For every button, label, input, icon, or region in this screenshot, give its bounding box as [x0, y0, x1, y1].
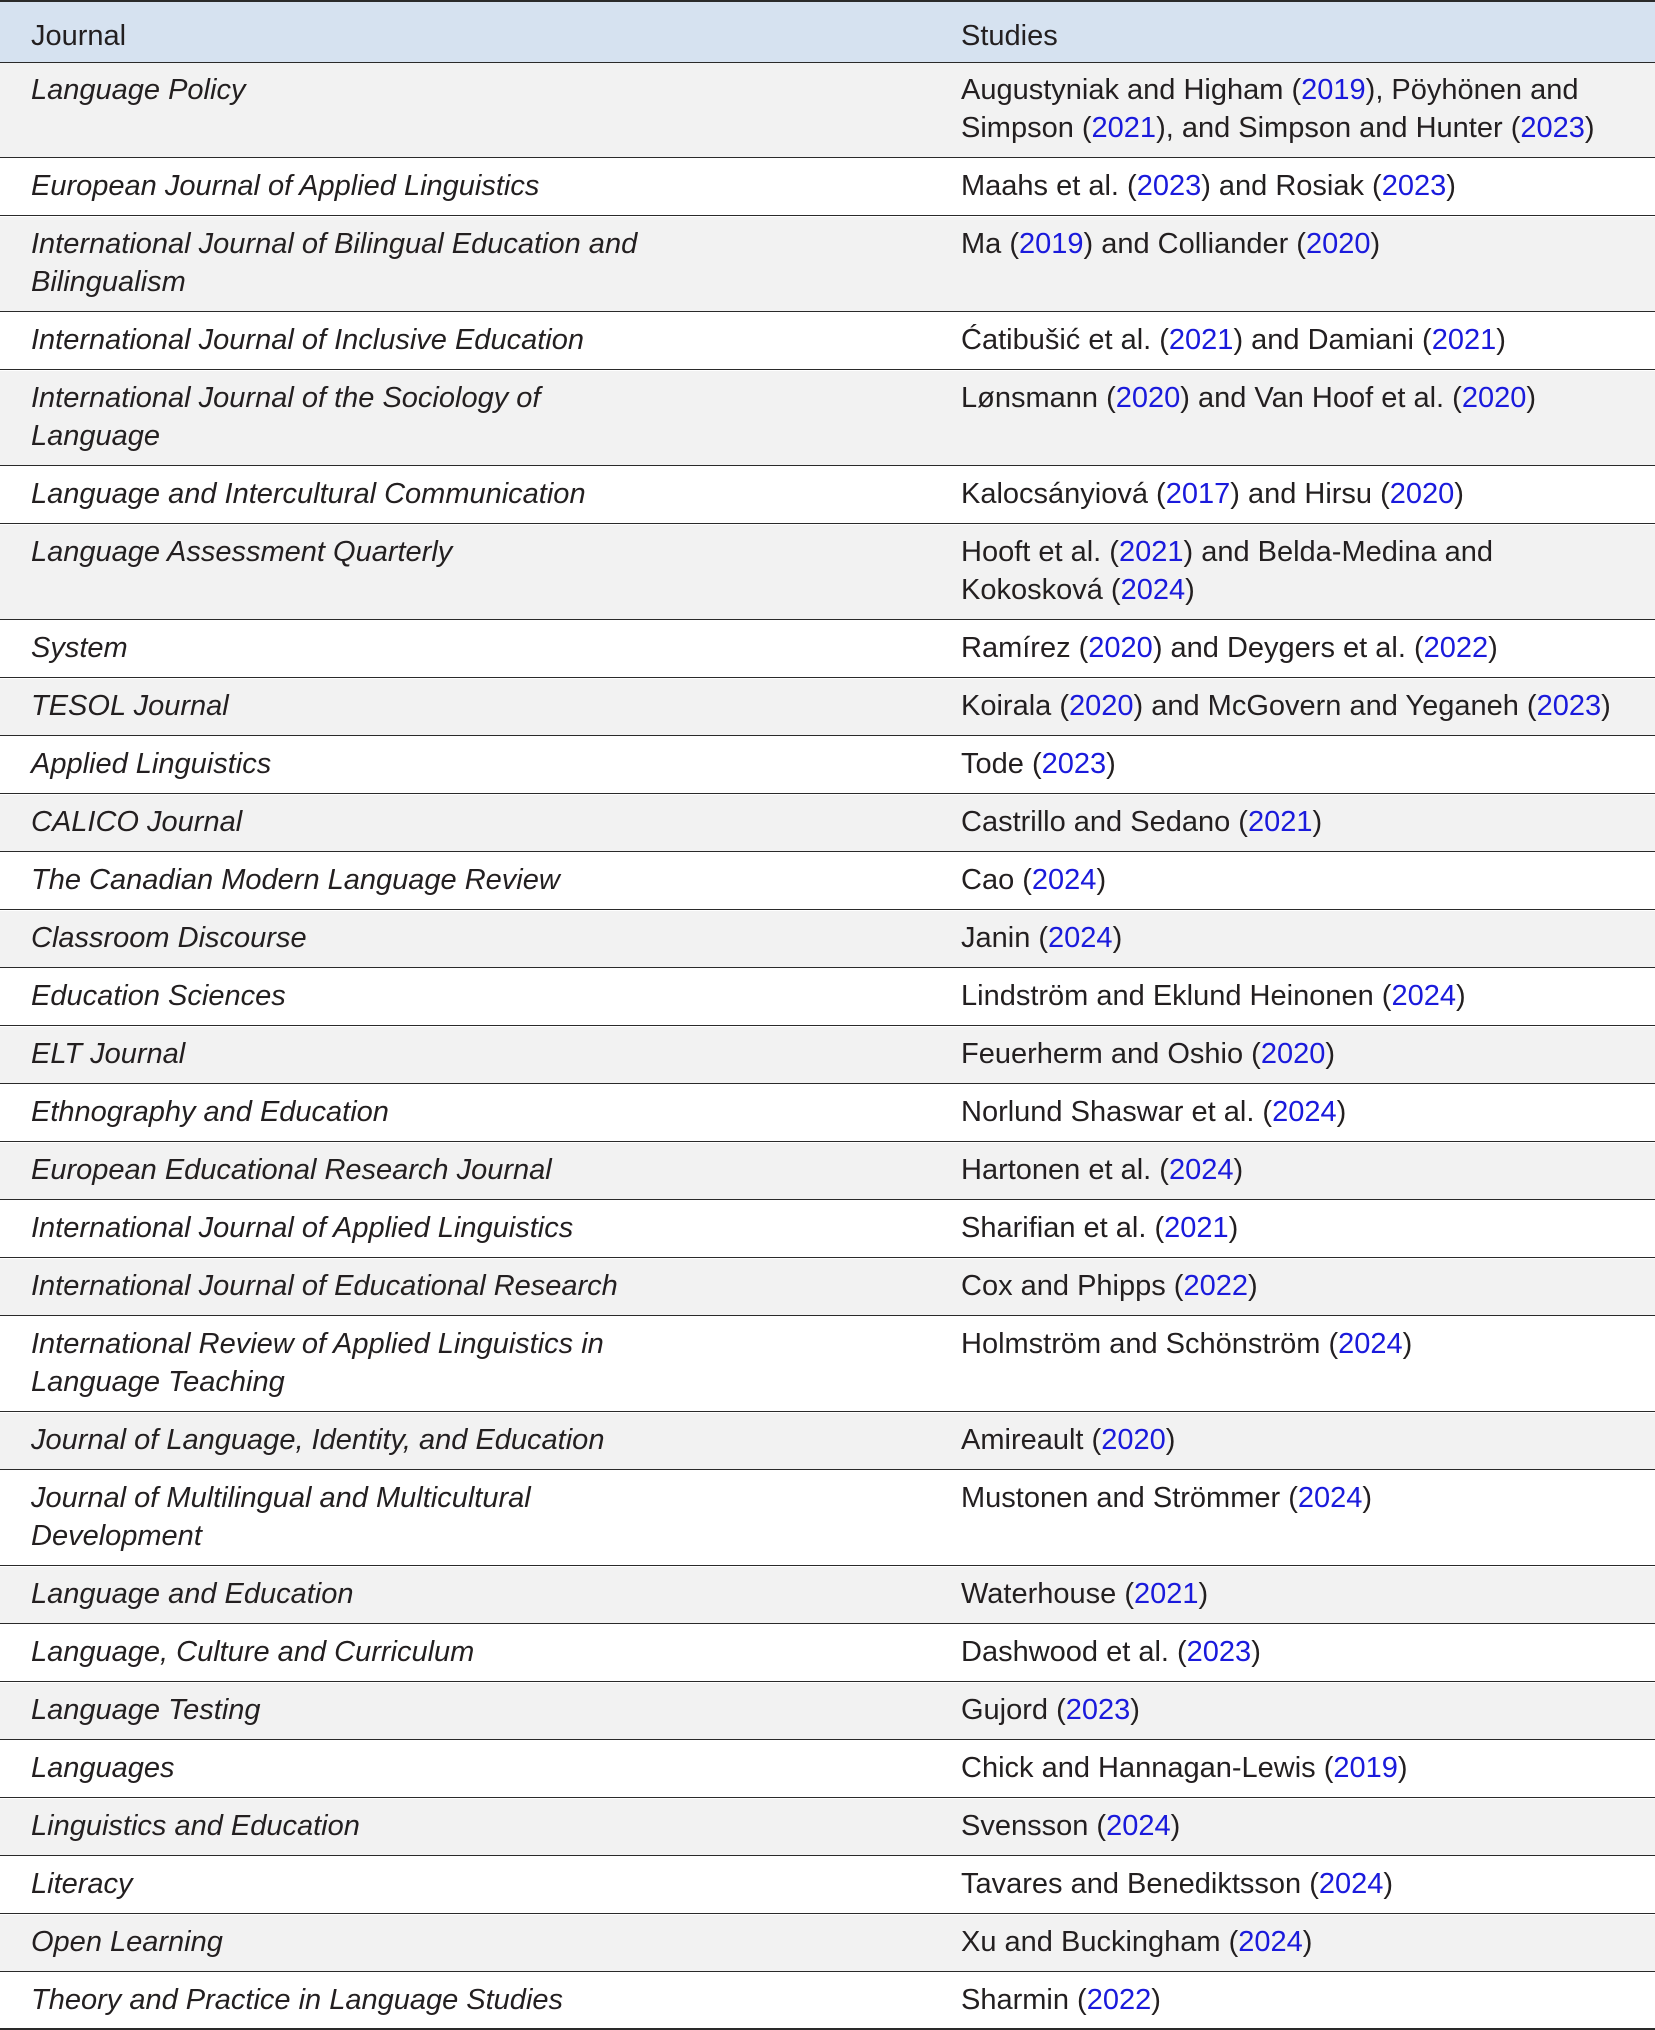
studies-cell: [961, 1267, 1651, 1305]
citation-text: Sharifian et al. (: [961, 1212, 1165, 1244]
citation-text: Amireault (: [961, 1424, 1102, 1456]
studies-cell: [961, 687, 1651, 725]
citation-text: Xu and Buckingham (: [961, 1926, 1239, 1958]
table-row: [0, 1683, 1655, 1740]
journal-cell: [31, 1575, 731, 1613]
journal-line: Languages: [31, 1752, 175, 1784]
journal-line: Language Assessment Quarterly: [31, 536, 453, 568]
table-header: [0, 0, 1655, 63]
studies-line: [961, 1093, 1651, 1131]
table-row: [0, 1259, 1655, 1316]
citation-text: ): [1233, 1154, 1244, 1186]
citation-text: ): [1446, 170, 1456, 202]
journal-cell: [31, 1209, 731, 1247]
citation-text: Ramírez (: [961, 632, 1089, 664]
journal-cell: [31, 379, 731, 455]
studies-line: [961, 321, 1651, 359]
citation-text: ): [1402, 1328, 1413, 1360]
citation-text: Sharmin (: [961, 1984, 1087, 2016]
citation-year-link[interactable]: 2024: [1297, 1482, 1363, 1514]
citation-text: ): [1165, 1424, 1176, 1456]
table-row: [0, 1317, 1655, 1412]
journal-cell: [31, 1035, 731, 1073]
journal-cell: [31, 1807, 731, 1845]
journal-cell: [31, 687, 731, 725]
journal-line: European Educational Research Journal: [31, 1154, 552, 1186]
journal-cell: [31, 919, 731, 957]
journal-line: European Journal of Applied Linguistics: [31, 170, 540, 202]
journal-cell: [31, 1267, 731, 1305]
journal-line: Classroom Discourse: [31, 922, 307, 954]
journal-cell: [31, 225, 731, 301]
citation-text: ): [1228, 1212, 1239, 1244]
studies-line: [961, 1923, 1651, 1961]
table-row: [0, 525, 1655, 620]
citation-year-link[interactable]: 2023: [1186, 1636, 1252, 1668]
citation-text: ): [1496, 324, 1506, 356]
table-row: [0, 1027, 1655, 1084]
citation-text: Feuerherm and Oshio (: [961, 1038, 1261, 1070]
studies-line: [961, 533, 1651, 571]
studies-line: [961, 1209, 1651, 1247]
citation-text: Mustonen and Strömmer (: [961, 1482, 1298, 1514]
citation-text: ): [1251, 1636, 1261, 1668]
journal-line: TESOL Journal: [31, 690, 229, 722]
studies-cell: [961, 1575, 1651, 1613]
journal-line: System: [31, 632, 128, 664]
citation-year-link[interactable]: 2020: [1260, 1038, 1326, 1070]
citation-text: Hooft et al. (: [961, 536, 1119, 568]
table-row: [0, 159, 1655, 216]
table-row: [0, 795, 1655, 852]
citation-year-link[interactable]: 2024: [1272, 1096, 1337, 1128]
studies-cell: [961, 629, 1651, 667]
studies-line: [961, 687, 1651, 725]
citation-text: ): [1601, 690, 1611, 722]
studies-line: [961, 1691, 1651, 1729]
journal-line: Ethnography and Education: [31, 1096, 389, 1128]
citation-year-link[interactable]: 2020: [1069, 690, 1134, 722]
citation-text: Norlund Shaswar et al. (: [961, 1096, 1273, 1128]
journal-cell: [31, 1151, 731, 1189]
journal-cell: [31, 977, 731, 1015]
citation-text: ): [1336, 1096, 1347, 1128]
citation-year-link[interactable]: 2021: [1164, 1212, 1229, 1244]
citation-text: Ćatibušić et al. (: [961, 324, 1169, 356]
studies-line: [961, 745, 1651, 783]
citation-year-link[interactable]: 2024: [1318, 1868, 1384, 1900]
citation-text: ): [1455, 980, 1466, 1012]
citation-text: Cox and Phipps (: [961, 1270, 1184, 1302]
journal-line: Language, Culture and Curriculum: [31, 1636, 475, 1668]
studies-cell: [961, 977, 1651, 1015]
citation-text: ) and Damiani (: [1233, 324, 1432, 356]
citation-year-link[interactable]: 2021: [1134, 1578, 1199, 1610]
citation-text: Kalocsányiová (: [961, 478, 1166, 510]
citation-text: Gujord (: [961, 1694, 1066, 1726]
journal-line: International Review of Applied Linguistics in: [31, 1328, 604, 1360]
studies-cell: [961, 1807, 1651, 1845]
citation-year-link[interactable]: 2024: [1048, 922, 1113, 954]
citation-text: Lindström and Eklund Heinonen (: [961, 980, 1392, 1012]
table-row: [0, 969, 1655, 1026]
citation-text: ) and Colliander (: [1083, 228, 1306, 260]
citation-text: ): [1370, 228, 1381, 260]
studies-cell: [961, 745, 1651, 783]
studies-line: [961, 1325, 1651, 1363]
citation-year-link[interactable]: 2023: [1381, 170, 1447, 202]
header-studies: Studies: [961, 20, 1058, 52]
citation-year-link[interactable]: 2021: [1168, 324, 1234, 356]
journal-line: Open Learning: [31, 1926, 223, 1958]
studies-line: [961, 1807, 1651, 1845]
journal-line: Language Teaching: [31, 1366, 285, 1398]
citation-text: ): [1302, 1926, 1313, 1958]
journal-line: Language: [31, 420, 161, 452]
citation-year-link[interactable]: 2021: [1118, 536, 1184, 568]
citation-year-link[interactable]: 2024: [1106, 1810, 1171, 1842]
table-row: [0, 679, 1655, 736]
citation-year-link[interactable]: 2019: [1019, 228, 1084, 260]
studies-cell: [961, 321, 1651, 359]
studies-cell: [961, 1865, 1651, 1903]
table-row: [0, 1625, 1655, 1682]
journal-line: International Journal of the Sociology of: [31, 382, 541, 414]
table-row: [0, 1143, 1655, 1200]
citation-year-link[interactable]: 2023: [1041, 748, 1107, 780]
citation-text: ): [1362, 1482, 1373, 1514]
journal-line: Development: [31, 1520, 202, 1552]
studies-cell: [961, 1479, 1651, 1517]
citation-text: Chick and Hannagan-Lewis (: [961, 1752, 1334, 1784]
citation-text: Maahs et al. (: [961, 170, 1137, 202]
journal-cell: [31, 745, 731, 783]
table-row: [0, 1085, 1655, 1142]
citation-text: Waterhouse (: [961, 1578, 1134, 1610]
journal-line: International Journal of Bilingual Education and: [31, 228, 638, 260]
citation-text: ): [1198, 1578, 1209, 1610]
studies-line: [961, 1575, 1651, 1613]
studies-cell: [961, 919, 1651, 957]
citation-text: Tode (: [961, 748, 1042, 780]
citation-text: ): [1312, 806, 1323, 838]
citation-text: ) and Rosiak (: [1201, 170, 1382, 202]
studies-line: [961, 977, 1651, 1015]
citation-year-link[interactable]: 2019: [1333, 1752, 1398, 1784]
studies-cell: [961, 475, 1651, 513]
citation-year-link[interactable]: 2020: [1088, 632, 1153, 664]
citation-year-link[interactable]: 2024: [1031, 864, 1097, 896]
citation-text: Tavares and Benediktsson (: [961, 1868, 1319, 1900]
citation-text: Svensson (: [961, 1810, 1107, 1842]
citation-text: ): [1096, 864, 1107, 896]
journal-cell: [31, 1691, 731, 1729]
journal-line: ELT Journal: [31, 1038, 186, 1070]
citation-year-link[interactable]: 2017: [1165, 478, 1231, 510]
journal-cell: [31, 861, 731, 899]
citation-year-link[interactable]: 2019: [1301, 74, 1366, 106]
table-row: [0, 1973, 1655, 2030]
journal-line: Education Sciences: [31, 980, 286, 1012]
citation-text: ): [1397, 1752, 1408, 1784]
table-row: [0, 1567, 1655, 1624]
studies-cell: [961, 1325, 1651, 1363]
studies-cell: [961, 1923, 1651, 1961]
citation-text: ): [1130, 1694, 1140, 1726]
citation-text: Janin (: [961, 922, 1049, 954]
studies-cell: [961, 1209, 1651, 1247]
citation-text: ): [1106, 748, 1116, 780]
header-journal: Journal: [31, 20, 127, 52]
journal-cell: [31, 1865, 731, 1903]
citation-text: ): [1325, 1038, 1335, 1070]
table-row: [0, 853, 1655, 910]
journal-line: Language and Education: [31, 1578, 354, 1610]
journal-line: Theory and Practice in Language Studies: [31, 1984, 564, 2016]
citation-text: Kokosková (: [961, 574, 1121, 606]
citation-year-link[interactable]: 2024: [1391, 980, 1456, 1012]
table-row: [0, 467, 1655, 524]
studies-cell: [961, 1691, 1651, 1729]
journal-cell: [31, 475, 731, 513]
citation-year-link[interactable]: 2022: [1086, 1984, 1152, 2016]
journal-line: International Journal of Applied Linguistics: [31, 1212, 574, 1244]
table-row: [0, 1201, 1655, 1258]
journal-cell: [31, 1479, 731, 1555]
studies-cell: [961, 1093, 1651, 1131]
journal-line: Bilingualism: [31, 266, 186, 298]
studies-cell: [961, 1633, 1651, 1671]
citation-text: Simpson (: [961, 112, 1092, 144]
studies-line: [961, 475, 1651, 513]
journal-line: Language Testing: [31, 1694, 261, 1726]
studies-line: [961, 1479, 1651, 1517]
table-row: [0, 737, 1655, 794]
citation-year-link[interactable]: 2020: [1389, 478, 1455, 510]
table-row: [0, 1413, 1655, 1470]
table-row: [0, 1741, 1655, 1798]
citation-text: Hartonen et al. (: [961, 1154, 1169, 1186]
studies-line: [961, 1633, 1651, 1671]
citation-text: Augustyniak and Higham (: [961, 74, 1302, 106]
studies-cell: [961, 1151, 1651, 1189]
studies-line: [961, 1421, 1651, 1459]
studies-cell: [961, 71, 1651, 147]
studies-line: [961, 167, 1651, 205]
table-row: [0, 217, 1655, 312]
table-row: [0, 371, 1655, 466]
studies-cell: [961, 1981, 1651, 2019]
citation-text: ): [1185, 574, 1195, 606]
citation-text: ) and Van Hoof et al. (: [1180, 382, 1462, 414]
citation-year-link[interactable]: 2021: [1091, 112, 1157, 144]
table-row: [0, 1799, 1655, 1856]
studies-line: [961, 1749, 1651, 1787]
journal-line: Literacy: [31, 1868, 133, 1900]
journal-line: Language and Intercultural Communication: [31, 478, 586, 510]
journal-line: The Canadian Modern Language Review: [31, 864, 560, 896]
citation-text: ): [1488, 632, 1498, 664]
journal-cell: [31, 1421, 731, 1459]
studies-line: [961, 1151, 1651, 1189]
studies-cell: [961, 533, 1651, 609]
citation-year-link[interactable]: 2020: [1115, 382, 1181, 414]
studies-line: [961, 919, 1651, 957]
citation-year-link[interactable]: 2024: [1238, 1926, 1303, 1958]
studies-line: [961, 571, 1651, 609]
journal-cell: [31, 533, 731, 571]
citation-text: Ma (: [961, 228, 1019, 260]
table-row: [0, 911, 1655, 968]
table-row: [0, 621, 1655, 678]
studies-cell: [961, 1421, 1651, 1459]
table-row: [0, 1857, 1655, 1914]
citation-year-link[interactable]: 2020: [1101, 1424, 1166, 1456]
journal-cell: [31, 803, 731, 841]
journal-line: Journal of Multilingual and Multicultural: [31, 1482, 531, 1514]
studies-cell: [961, 861, 1651, 899]
studies-cell: [961, 803, 1651, 841]
citation-text: ): [1112, 922, 1123, 954]
table-row: [0, 1915, 1655, 1972]
citation-text: ): [1454, 478, 1464, 510]
studies-cell: [961, 167, 1651, 205]
citation-year-link[interactable]: 2022: [1423, 632, 1489, 664]
citation-year-link[interactable]: 2021: [1247, 806, 1313, 838]
table-row: [0, 63, 1655, 158]
citation-year-link[interactable]: 2020: [1461, 382, 1527, 414]
citation-year-link[interactable]: 2024: [1168, 1154, 1234, 1186]
studies-line: [961, 379, 1651, 417]
citation-text: ) and McGovern and Yeganeh (: [1133, 690, 1537, 722]
journal-cell: [31, 1749, 731, 1787]
journal-cell: [31, 629, 731, 667]
studies-line: [961, 629, 1651, 667]
journal-line: Language Policy: [31, 74, 246, 106]
citation-text: ) and Hirsu (: [1230, 478, 1390, 510]
studies-line: [961, 1865, 1651, 1903]
studies-line: [961, 1981, 1651, 2019]
journal-line: Journal of Language, Identity, and Education: [31, 1424, 605, 1456]
citation-text: Koirala (: [961, 690, 1069, 722]
studies-cell: [961, 1035, 1651, 1073]
journal-cell: [31, 321, 731, 359]
citation-year-link[interactable]: 2022: [1183, 1270, 1248, 1302]
citation-year-link[interactable]: 2023: [1136, 170, 1202, 202]
journal-cell: [31, 1325, 731, 1401]
citation-year-link[interactable]: 2023: [1065, 1694, 1131, 1726]
citation-text: Lønsmann (: [961, 382, 1116, 414]
studies-line: [961, 225, 1651, 263]
studies-line: [961, 109, 1651, 147]
citation-year-link[interactable]: 2024: [1338, 1328, 1403, 1360]
table-row: [0, 313, 1655, 370]
journal-cell: [31, 1981, 731, 2019]
journal-cell: [31, 1923, 731, 1961]
citation-text: Holmström and Schönström (: [961, 1328, 1339, 1360]
journal-cell: [31, 71, 731, 109]
studies-line: [961, 803, 1651, 841]
journal-line: International Journal of Educational Research: [31, 1270, 618, 1302]
table-row: [0, 1471, 1655, 1566]
citation-year-link[interactable]: 2023: [1520, 112, 1585, 144]
journal-cell: [31, 167, 731, 205]
citation-text: ) and Deygers et al. (: [1152, 632, 1424, 664]
studies-line: [961, 71, 1651, 109]
citation-text: ) and Belda-Medina and: [1183, 536, 1494, 568]
citation-text: ): [1151, 1984, 1161, 2016]
citation-year-link[interactable]: 2020: [1305, 228, 1371, 260]
citation-text: ): [1584, 112, 1595, 144]
studies-cell: [961, 1749, 1651, 1787]
journal-cell: [31, 1633, 731, 1671]
journal-line: Linguistics and Education: [31, 1810, 360, 1842]
citation-text: ): [1247, 1270, 1258, 1302]
journal-line: CALICO Journal: [31, 806, 243, 838]
citation-year-link[interactable]: 2024: [1120, 574, 1186, 606]
studies-line: [961, 1035, 1651, 1073]
citation-text: ), and Simpson and Hunter (: [1156, 112, 1521, 144]
citation-year-link[interactable]: 2021: [1431, 324, 1497, 356]
journal-line: International Journal of Inclusive Education: [31, 324, 584, 356]
citation-text: Castrillo and Sedano (: [961, 806, 1248, 838]
citation-year-link[interactable]: 2023: [1536, 690, 1602, 722]
studies-line: [961, 1267, 1651, 1305]
studies-cell: [961, 225, 1651, 263]
citation-text: ): [1170, 1810, 1181, 1842]
citation-text: ): [1526, 382, 1536, 414]
journal-cell: [31, 1093, 731, 1131]
journal-line: Applied Linguistics: [31, 748, 272, 780]
citation-text: ): [1383, 1868, 1394, 1900]
studies-cell: [961, 379, 1651, 417]
citation-text: Cao (: [961, 864, 1032, 896]
citation-text: Dashwood et al. (: [961, 1636, 1187, 1668]
citation-text: ), Pöyhönen and: [1365, 74, 1579, 106]
studies-line: [961, 861, 1651, 899]
